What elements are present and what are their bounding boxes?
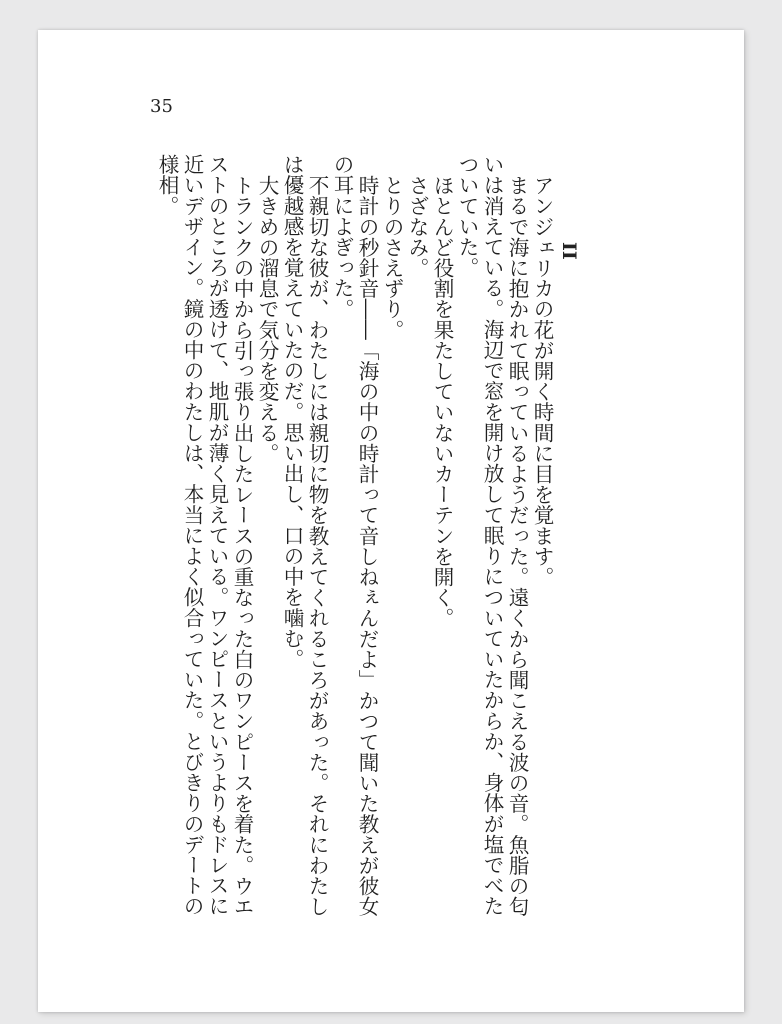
paragraph: アンジェリカの花が開く時間に目を覚ます。 [530,174,554,587]
page-number: 35 [150,96,173,117]
paragraph: 時計の秒針音――「海の中の時計って音しねぇんだよ」かつて聞いた教えが彼女の耳によぎった。 [330,154,379,917]
book-page [38,30,744,1012]
paragraph: トランクの中から引っ張り出したレースの重なった白のワンピースを着た。ウエストのところが透けて、地肌が薄く見えている。ワンピースというよりもドレスに近いデザイン。鏡の中のわたしは、本当によく似合っていた。とびきりのデートの様相。 [155,154,254,917]
paragraph: ほとんど役割を果たしていないカーテンを開く。 [430,174,454,628]
paragraph: まるで海に抱かれて眠っているようだった。遠くから聞こえる波の音。魚脂の匂いは消えている。海辺で窓を開け放して眠りについていたからか、身体が塩でべたついていた。 [455,154,529,917]
paragraph: 不親切な彼が、わたしには親切に物を教えてくれるころがあった。それにわたしは優越感を覚えていたのだ。思い出し、口の中を噛む。 [280,154,329,917]
vertical-body-text [154,154,554,934]
paragraph: とりのさえずり。 [380,174,404,340]
paragraph: さざなみ。 [405,174,429,278]
paragraph: 大きめの溜息で気分を変える。 [255,174,279,463]
chapter-heading: II [558,242,580,260]
